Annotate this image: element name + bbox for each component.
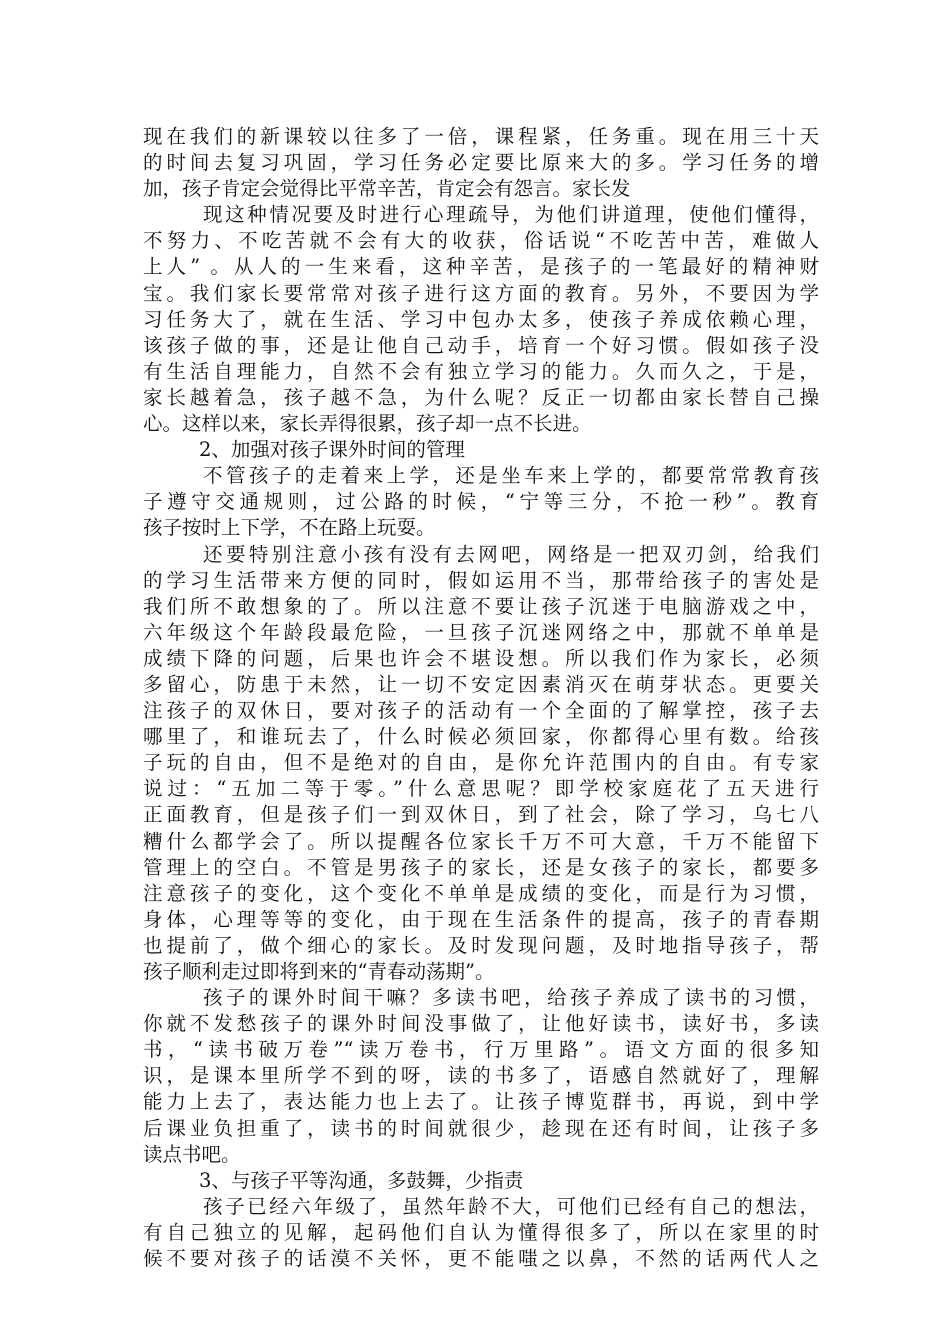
text-line: 有自己独立的见解，起码他们自认为懂得很多了，所以在家里的时 [143, 1220, 819, 1244]
text-line: 你就不发愁孩子的课外时间没事做了，让他好读书，读好书，多读 [143, 1012, 819, 1036]
text-line: 的时间去复习巩固，学习任务必定要比原来大的多。学习任务的增 [143, 151, 819, 175]
text-line: 哪里了，和谁玩去了，什么时候必须回家，你都得心里有数。给孩 [143, 725, 819, 749]
text-line: 读点书吧。 [143, 1142, 241, 1166]
text-line: 说过：“五加二等于零。”什么意思呢？即学校家庭花了五天进行 [143, 777, 819, 801]
text-line: 的学习生活带来方便的同时，假如运用不当，那带给孩子的害处是 [143, 568, 819, 592]
text-line: 能力上去了，表达能力也上去了。让孩子博览群书，再说，到中学 [143, 1090, 819, 1114]
text-line: 现这种情况要及时进行心理疏导，为他们讲道理，使他们懂得， [203, 203, 819, 227]
text-line: 糟什么都学会了。所以提醒各位家长千万不可大意，千万不能留下 [143, 829, 819, 853]
text-line: 注孩子的双休日，要对孩子的活动有一个全面的了解掌控，孩子去 [143, 699, 819, 723]
text-line: 正面教育，但是孩子们一到双休日，到了社会，除了学习，乌七八 [143, 803, 819, 827]
text-line: 孩子的课外时间干嘛？多读书吧，给孩子养成了读书的习惯， [203, 986, 819, 1010]
text-line: 成绩下降的问题，后果也许会不堪设想。所以我们作为家长，必须 [143, 646, 819, 670]
text-line: 现在我们的新课较以往多了一倍，课程紧，任务重。现在用三十天 [143, 125, 819, 148]
text-line: 书，“读书破万卷”“读万卷书，行万里路”。语文方面的很多知 [143, 1038, 819, 1062]
text-line: 后课业负担重了，读书的时间就很少，趁现在还有时间，让孩子多 [143, 1116, 819, 1140]
text-line: 孩子已经六年级了，虽然年龄不大，可他们已经有自己的想法， [203, 1194, 819, 1218]
text-line: 候不要对孩子的话漠不关怀，更不能嗤之以鼻，不然的话两代人之 [143, 1247, 819, 1271]
text-line: 子遵守交通规则，过公路的时候，“宁等三分，不抢一秒”。教育 [143, 490, 819, 514]
text-line: 上人” 。从人的一生来看，这种辛苦，是孩子的一笔最好的精神财 [143, 255, 819, 279]
text-line: 子玩的自由，但不是绝对的自由，是你允许范围内的自由。有专家 [143, 751, 819, 775]
text-line: 加，孩子肯定会觉得比平常辛苦，肯定会有怨言。家长发 [143, 177, 631, 201]
text-line: 孩子顺利走过即将到来的“青春动荡期”。 [143, 960, 495, 983]
text-line: 六年级这个年龄段最危险，一旦孩子沉迷网络之中，那就不单单是 [143, 620, 819, 644]
text-line: 宝。我们家长要常常对孩子进行这方面的教育。另外，不要因为学 [143, 281, 819, 305]
text-line: 也提前了，做个细心的家长。及时发现问题，及时地指导孩子，帮 [143, 933, 819, 957]
text-line: 心。这样以来，家长弄得很累，孩子却一点不长进。 [143, 412, 592, 436]
text-line: 管理上的空白。不管是男孩子的家长，还是女孩子的家长，都要多 [143, 855, 819, 879]
text-line: 注意孩子的变化，这个变化不单单是成绩的变化，而是行为习惯， [143, 881, 819, 905]
text-line: 不努力、不吃苦就不会有大的收获，俗话说“不吃苦中苦，难做人 [143, 229, 819, 253]
text-line: 还要特别注意小孩有没有去网吧，网络是一把双刃剑，给我们 [203, 542, 819, 566]
text-line: 身体，心理等等的变化，由于现在生活条件的提高，孩子的青春期 [143, 907, 819, 931]
text-line: 孩子按时上下学，不在路上玩耍。 [143, 516, 436, 540]
text-line: 识，是课本里所学不到的呀，读的书多了，语感自然就好了，理解 [143, 1064, 819, 1088]
text-line: 家长越着急，孩子越不急，为什么呢？反正一切都由家长替自己操 [143, 385, 819, 409]
text-line: 该孩子做的事，还是让他自己动手，培育一个好习惯。假如孩子没 [143, 333, 819, 357]
text-line: 多留心，防患于未然，让一切不安定因素消灭在萌芽状态。更要关 [143, 672, 819, 696]
text-line: 习任务大了，就在生活、学习中包办太多，使孩子养成依赖心理， [143, 307, 819, 331]
document-body [143, 124, 819, 1272]
text-line: 有生活自理能力，自然不会有独立学习的能力。久而久之，于是， [143, 359, 819, 383]
text-line: 不管孩子的走着来上学，还是坐车来上学的，都要常常教育孩 [203, 464, 819, 488]
text-line: 我们所不敢想象的了。所以注意不要让孩子沉迷于电脑游戏之中， [143, 594, 819, 618]
text-line: 2、加强对孩子课外时间的管理 [199, 438, 465, 462]
text-line: 3、与孩子平等沟通，多鼓舞，少指责 [199, 1168, 524, 1192]
